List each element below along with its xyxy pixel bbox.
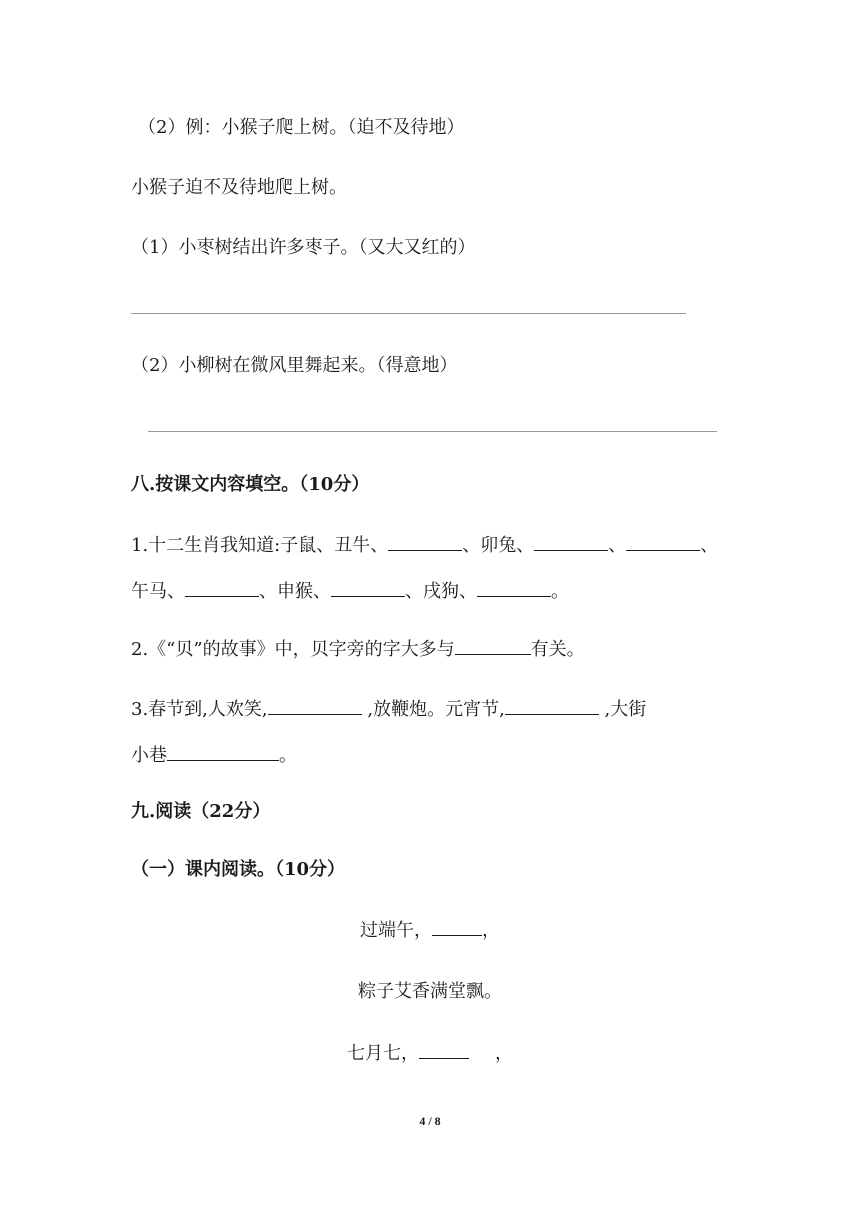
poem-line1-text-b: ， <box>482 920 500 941</box>
item3-text-a: 3.春节到,人欢笑, <box>131 699 268 720</box>
item1-text-e: 午马、 <box>131 581 185 602</box>
poem-line-2: 粽子艾香满堂飘。 <box>358 981 502 1002</box>
answer-line-1[interactable] <box>131 313 686 314</box>
blank-zodiac-6[interactable] <box>626 532 700 551</box>
item3-text-d: 小巷 <box>131 745 167 766</box>
item1-text-d: 、 <box>700 535 719 556</box>
blank-zodiac-3[interactable] <box>388 532 462 551</box>
answer-line-2[interactable] <box>148 431 717 432</box>
section-8-heading: 八.按课文内容填空。（10分） <box>131 474 370 495</box>
poem-line3-text-a: 七月七， <box>347 1043 419 1064</box>
item1-text-a: 1.十二生肖我知道:子鼠、丑牛、 <box>131 535 389 556</box>
item3-text-b: ,放鞭炮。元宵节, <box>361 699 505 720</box>
poem-line3-text-b: ， <box>495 1043 513 1064</box>
poem-line1-text-a: 过端午， <box>360 920 432 941</box>
poem-line-3 <box>0 1040 860 1066</box>
fill-item-3-row2 <box>131 742 297 768</box>
question-2: （2）小柳树在微风里舞起来。（得意地） <box>131 355 458 376</box>
item1-text-b: 、卯兔、 <box>462 535 535 556</box>
item1-text-g: 、戌狗、 <box>405 581 477 602</box>
blank-poem-1[interactable] <box>432 917 482 936</box>
blank-spring-festival[interactable] <box>268 696 362 715</box>
question-1: （1）小枣树结出许多枣子。（又大又红的） <box>131 237 476 258</box>
blank-poem-3[interactable] <box>419 1040 469 1059</box>
item2-text-a: 2.《“贝”的故事》中，贝字旁的字大多与 <box>131 639 455 660</box>
item1-text-h: 。 <box>551 581 569 602</box>
blank-zodiac-12[interactable] <box>477 578 551 597</box>
item1-text-c: 、 <box>608 535 627 556</box>
blank-zodiac-5[interactable] <box>534 532 608 551</box>
blank-zodiac-10[interactable] <box>331 578 405 597</box>
item3-text-c: ,大街 <box>598 699 647 720</box>
page-number: 4 / 8 <box>419 1114 441 1128</box>
fill-item-2 <box>131 636 585 662</box>
example-answer: 小猴子迫不及待地爬上树。 <box>131 177 347 198</box>
poem-line-1 <box>0 917 860 943</box>
fill-item-1-row2 <box>131 578 569 604</box>
item3-text-e: 。 <box>279 745 297 766</box>
fill-item-1-row1 <box>131 532 718 558</box>
item1-text-f: 、申猴、 <box>259 581 331 602</box>
fill-item-3-row1 <box>131 696 646 722</box>
reading-sub-heading: （一）课内阅读。（10分） <box>131 859 346 880</box>
section-9-heading: 九.阅读（22分） <box>131 801 271 822</box>
blank-streets[interactable] <box>167 742 279 761</box>
item2-text-b: 有关。 <box>530 639 585 660</box>
blank-zodiac-8[interactable] <box>185 578 259 597</box>
blank-bei-radical[interactable] <box>455 636 531 655</box>
example-prompt: （2）例：小猴子爬上树。（迫不及待地） <box>138 117 465 138</box>
blank-lantern-festival[interactable] <box>505 696 599 715</box>
